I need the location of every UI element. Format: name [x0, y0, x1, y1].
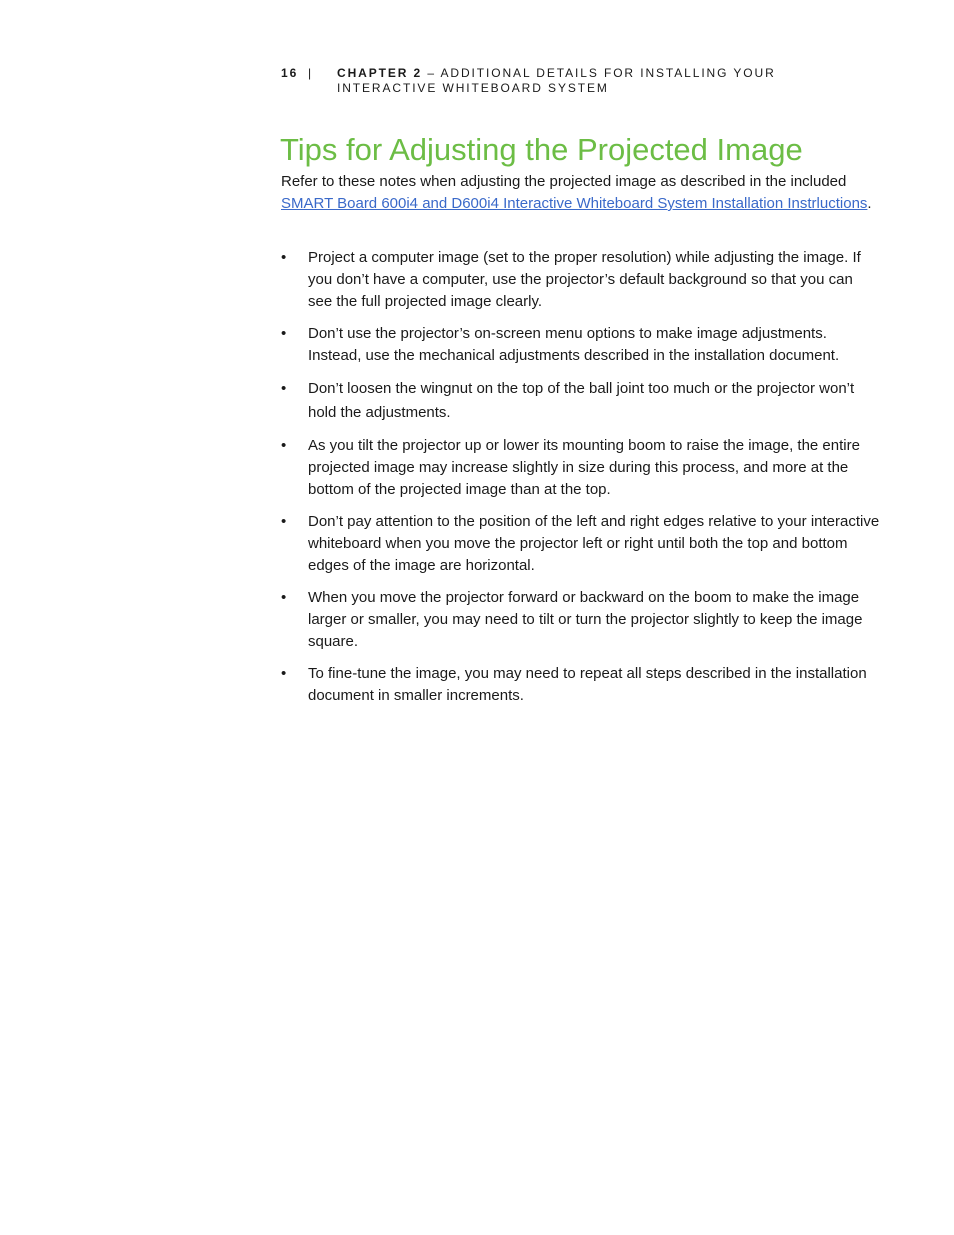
list-item-text: When you move the projector forward or backward on the boom to make the image larger or smaller, you may need to tilt or turn the projector slightly to keep the image square. — [308, 589, 863, 650]
section-title: Tips for Adjusting the Projected Image — [280, 132, 803, 167]
bullet-icon: • — [281, 325, 287, 342]
list-item-text: To fine-tune the image, you may need to repeat all steps described in the installation document in smaller increments. — [308, 665, 867, 704]
chapter-label: CHAPTER 2 — [337, 66, 423, 80]
chapter-title: – ADDITIONAL DETAILS FOR INSTALLING YOUR INTERACTIVE WHITEBOARD SYSTEM — [337, 66, 776, 95]
list-item — [281, 435, 881, 501]
list-item — [281, 377, 881, 425]
list-item — [281, 247, 881, 313]
chapter-heading — [337, 66, 881, 96]
list-item-text: Don’t use the projector’s on-screen menu options to make image adjustments. Instead, use the mechanical adjustments described in the installation document. — [308, 325, 840, 364]
intro-text: Refer to these notes when adjusting the projected image as described in the included — [281, 173, 847, 190]
running-header — [281, 66, 881, 96]
intro-paragraph — [281, 171, 881, 215]
bullet-icon: • — [281, 665, 287, 682]
intro-end: . — [867, 195, 872, 212]
header-separator: | — [308, 66, 314, 80]
list-item — [281, 511, 881, 577]
bullet-icon: • — [281, 513, 287, 530]
list-item — [281, 663, 881, 707]
list-item-text: As you tilt the projector up or lower its mounting boom to raise the image, the entire projected image may increase slightly in size during this process, and more at the bottom of the projected image than at the top. — [308, 437, 860, 498]
list-item-text: Don’t pay attention to the position of the left and right edges relative to your interactive whiteboard when you move the projector left or right until both the top and bottom edges of the image are horizontal. — [308, 513, 880, 574]
list-item-text: Don’t loosen the wingnut on the top of the ball joint too much or the projector won’t hold the adjustments. — [308, 380, 855, 421]
bullet-icon: • — [281, 380, 287, 397]
bullet-icon: • — [281, 589, 287, 606]
list-item-text: Project a computer image (set to the proper resolution) while adjusting the image. If you don’t have a computer, use the projector’s default background so that you can see the full projected image clearly. — [308, 249, 861, 310]
list-item — [281, 587, 881, 653]
installation-instructions-link[interactable]: SMART Board 600i4 and D600i4 Interactive Whiteboard System Installation Instrluctions — [281, 195, 868, 212]
list-item — [281, 323, 881, 367]
bullet-icon: • — [281, 249, 287, 266]
bullet-icon: • — [281, 437, 287, 454]
tips-list — [281, 247, 881, 717]
page-number: 16 — [281, 66, 299, 80]
